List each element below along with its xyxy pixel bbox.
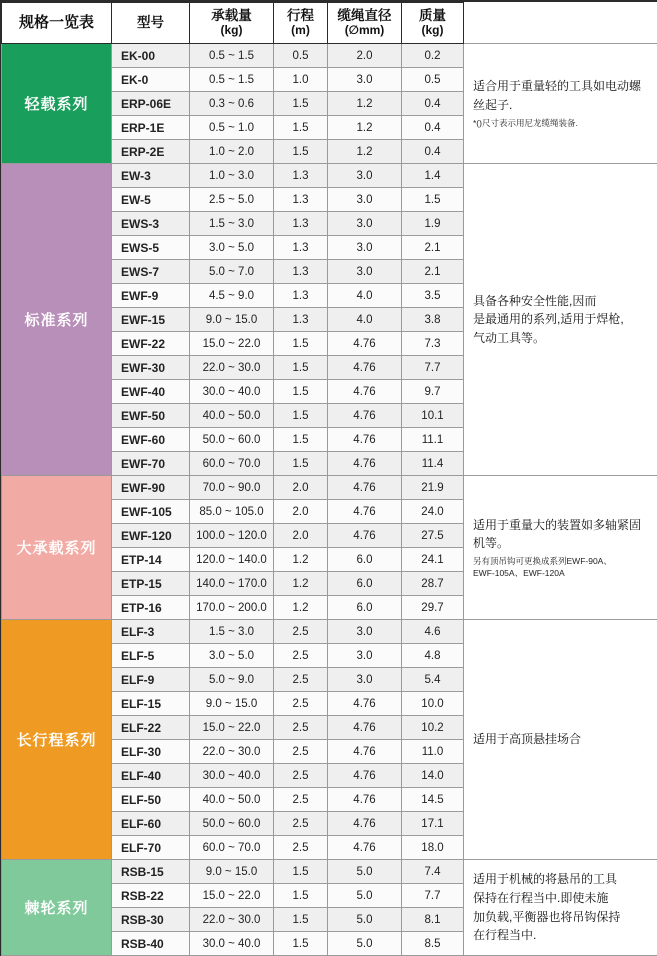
mass-cell: 3.8	[402, 308, 464, 332]
mass-cell: 11.0	[402, 740, 464, 764]
travel-cell: 1.5	[274, 356, 328, 380]
travel-cell: 1.5	[274, 92, 328, 116]
load-capacity-cell: 5.0 ~ 9.0	[190, 668, 274, 692]
load-capacity-cell: 9.0 ~ 15.0	[190, 692, 274, 716]
header-note-blank	[464, 3, 657, 44]
rope-diameter-cell: 5.0	[328, 884, 402, 908]
rope-diameter-cell: 4.76	[328, 356, 402, 380]
load-capacity-cell: 22.0 ~ 30.0	[190, 908, 274, 932]
rope-diameter-cell: 3.0	[328, 236, 402, 260]
header-travel-sub: (m)	[274, 24, 327, 38]
specification-table	[1, 2, 657, 956]
load-capacity-cell: 50.0 ~ 60.0	[190, 812, 274, 836]
load-capacity-cell: 1.0 ~ 2.0	[190, 140, 274, 164]
mass-cell: 11.4	[402, 452, 464, 476]
rope-diameter-cell: 1.2	[328, 116, 402, 140]
travel-cell: 1.2	[274, 572, 328, 596]
model-cell: ELF-70	[112, 836, 190, 860]
header-load-main: 承载量	[211, 8, 252, 23]
mass-cell: 1.4	[402, 164, 464, 188]
load-capacity-cell: 0.5 ~ 1.5	[190, 68, 274, 92]
table-row	[2, 620, 657, 644]
travel-cell: 1.3	[274, 284, 328, 308]
rope-diameter-cell: 3.0	[328, 644, 402, 668]
load-capacity-cell: 85.0 ~ 105.0	[190, 500, 274, 524]
travel-cell: 1.3	[274, 236, 328, 260]
model-cell: ETP-16	[112, 596, 190, 620]
series-name-cell: 标准系列	[2, 164, 112, 476]
travel-cell: 1.5	[274, 452, 328, 476]
model-cell: EWF-90	[112, 476, 190, 500]
mass-cell: 0.5	[402, 68, 464, 92]
model-cell: EWS-3	[112, 212, 190, 236]
load-capacity-cell: 60.0 ~ 70.0	[190, 452, 274, 476]
series-name-cell: 轻载系列	[2, 44, 112, 164]
load-capacity-cell: 15.0 ~ 22.0	[190, 716, 274, 740]
load-capacity-cell: 15.0 ~ 22.0	[190, 884, 274, 908]
mass-cell: 21.9	[402, 476, 464, 500]
mass-cell: 1.9	[402, 212, 464, 236]
travel-cell: 2.5	[274, 764, 328, 788]
mass-cell: 8.5	[402, 932, 464, 956]
header-load	[190, 3, 274, 44]
table-row	[2, 164, 657, 188]
rope-diameter-cell: 4.76	[328, 452, 402, 476]
series-note-cell: 适用于机械的将悬吊的工具 保持在行程当中.即使未施 加负载,平衡器也将吊钩保持 在行程当中.	[464, 860, 657, 956]
mass-cell: 7.7	[402, 356, 464, 380]
table-row	[2, 860, 657, 884]
travel-cell: 2.0	[274, 476, 328, 500]
rope-diameter-cell: 3.0	[328, 212, 402, 236]
series-note-cell: 具备各种安全性能,因而 是最通用的系列,适用于焊枪, 气动工具等。	[464, 164, 657, 476]
travel-cell: 2.0	[274, 500, 328, 524]
rope-diameter-cell: 6.0	[328, 596, 402, 620]
travel-cell: 1.3	[274, 212, 328, 236]
travel-cell: 1.5	[274, 140, 328, 164]
mass-cell: 10.2	[402, 716, 464, 740]
header-mass-main: 质量	[419, 8, 446, 23]
load-capacity-cell: 2.5 ~ 5.0	[190, 188, 274, 212]
rope-diameter-cell: 4.76	[328, 812, 402, 836]
travel-cell: 1.0	[274, 68, 328, 92]
header-mass-sub: (kg)	[402, 24, 463, 38]
rope-diameter-cell: 4.76	[328, 404, 402, 428]
travel-cell: 1.5	[274, 332, 328, 356]
load-capacity-cell: 120.0 ~ 140.0	[190, 548, 274, 572]
mass-cell: 14.5	[402, 788, 464, 812]
rope-diameter-cell: 4.76	[328, 788, 402, 812]
model-cell: EWF-40	[112, 380, 190, 404]
mass-cell: 7.7	[402, 884, 464, 908]
mass-cell: 24.0	[402, 500, 464, 524]
mass-cell: 0.4	[402, 140, 464, 164]
travel-cell: 2.5	[274, 812, 328, 836]
model-cell: ELF-40	[112, 764, 190, 788]
model-cell: EWF-120	[112, 524, 190, 548]
travel-cell: 1.3	[274, 188, 328, 212]
load-capacity-cell: 100.0 ~ 120.0	[190, 524, 274, 548]
rope-diameter-cell: 4.76	[328, 740, 402, 764]
travel-cell: 1.2	[274, 548, 328, 572]
load-capacity-cell: 30.0 ~ 40.0	[190, 764, 274, 788]
series-note-cell: 适合用于重量轻的工具如电动螺丝起子. *()尺寸表示用尼龙缆绳装备.	[464, 44, 657, 164]
travel-cell: 2.5	[274, 788, 328, 812]
table-row	[2, 44, 657, 68]
load-capacity-cell: 0.5 ~ 1.0	[190, 116, 274, 140]
mass-cell: 0.2	[402, 44, 464, 68]
load-capacity-cell: 22.0 ~ 30.0	[190, 740, 274, 764]
rope-diameter-cell: 2.0	[328, 44, 402, 68]
table-body	[2, 44, 657, 956]
header-load-sub: (kg)	[190, 24, 273, 38]
model-cell: ELF-5	[112, 644, 190, 668]
mass-cell: 10.0	[402, 692, 464, 716]
load-capacity-cell: 60.0 ~ 70.0	[190, 836, 274, 860]
rope-diameter-cell: 5.0	[328, 932, 402, 956]
travel-cell: 1.5	[274, 404, 328, 428]
load-capacity-cell: 170.0 ~ 200.0	[190, 596, 274, 620]
travel-cell: 2.5	[274, 668, 328, 692]
travel-cell: 1.3	[274, 308, 328, 332]
load-capacity-cell: 9.0 ~ 15.0	[190, 308, 274, 332]
travel-cell: 1.5	[274, 932, 328, 956]
load-capacity-cell: 5.0 ~ 7.0	[190, 260, 274, 284]
mass-cell: 4.6	[402, 620, 464, 644]
series-note-footnote: *()尺寸表示用尼龙缆绳装备.	[473, 118, 650, 130]
mass-cell: 10.1	[402, 404, 464, 428]
model-cell: EWF-70	[112, 452, 190, 476]
mass-cell: 24.1	[402, 548, 464, 572]
header-model	[112, 3, 190, 44]
mass-cell: 8.1	[402, 908, 464, 932]
load-capacity-cell: 40.0 ~ 50.0	[190, 404, 274, 428]
model-cell: RSB-22	[112, 884, 190, 908]
mass-cell: 0.4	[402, 92, 464, 116]
mass-cell: 28.7	[402, 572, 464, 596]
series-note-cell: 适用于高顶悬挂场合	[464, 620, 657, 860]
model-cell: ERP-06E	[112, 92, 190, 116]
rope-diameter-cell: 4.76	[328, 692, 402, 716]
model-cell: RSB-30	[112, 908, 190, 932]
travel-cell: 2.5	[274, 644, 328, 668]
series-name-cell: 棘轮系列	[2, 860, 112, 956]
model-cell: RSB-40	[112, 932, 190, 956]
model-cell: EK-0	[112, 68, 190, 92]
model-cell: ERP-2E	[112, 140, 190, 164]
travel-cell: 2.5	[274, 836, 328, 860]
mass-cell: 3.5	[402, 284, 464, 308]
model-cell: EWS-7	[112, 260, 190, 284]
travel-cell: 1.5	[274, 884, 328, 908]
rope-diameter-cell: 5.0	[328, 860, 402, 884]
series-note-cell: 适用于重量大的装置如多轴紧固机等。 另有顶吊钩可更换成系列EWF-90A、 EWF-105A、EWF-120A	[464, 476, 657, 620]
load-capacity-cell: 22.0 ~ 30.0	[190, 356, 274, 380]
mass-cell: 9.7	[402, 380, 464, 404]
load-capacity-cell: 50.0 ~ 60.0	[190, 428, 274, 452]
mass-cell: 17.1	[402, 812, 464, 836]
rope-diameter-cell: 3.0	[328, 68, 402, 92]
travel-cell: 1.5	[274, 116, 328, 140]
load-capacity-cell: 9.0 ~ 15.0	[190, 860, 274, 884]
travel-cell: 2.5	[274, 620, 328, 644]
load-capacity-cell: 40.0 ~ 50.0	[190, 788, 274, 812]
rope-diameter-cell: 1.2	[328, 140, 402, 164]
load-capacity-cell: 30.0 ~ 40.0	[190, 932, 274, 956]
rope-diameter-cell: 3.0	[328, 188, 402, 212]
model-cell: ELF-30	[112, 740, 190, 764]
model-cell: ETP-15	[112, 572, 190, 596]
table-header	[2, 3, 657, 44]
travel-cell: 0.5	[274, 44, 328, 68]
model-cell: EW-3	[112, 164, 190, 188]
mass-cell: 1.5	[402, 188, 464, 212]
mass-cell: 7.3	[402, 332, 464, 356]
model-cell: EWS-5	[112, 236, 190, 260]
header-travel	[274, 3, 328, 44]
model-cell: EWF-105	[112, 500, 190, 524]
travel-cell: 1.5	[274, 428, 328, 452]
travel-cell: 2.5	[274, 692, 328, 716]
rope-diameter-cell: 5.0	[328, 908, 402, 932]
model-cell: ETP-14	[112, 548, 190, 572]
mass-cell: 11.1	[402, 428, 464, 452]
load-capacity-cell: 30.0 ~ 40.0	[190, 380, 274, 404]
model-cell: RSB-15	[112, 860, 190, 884]
mass-cell: 29.7	[402, 596, 464, 620]
rope-diameter-cell: 4.76	[328, 428, 402, 452]
model-cell: EWF-60	[112, 428, 190, 452]
mass-cell: 27.5	[402, 524, 464, 548]
series-note-footnote: 另有顶吊钩可更换成系列EWF-90A、 EWF-105A、EWF-120A	[473, 556, 650, 580]
rope-diameter-cell: 4.76	[328, 380, 402, 404]
rope-diameter-cell: 3.0	[328, 164, 402, 188]
load-capacity-cell: 1.0 ~ 3.0	[190, 164, 274, 188]
load-capacity-cell: 0.3 ~ 0.6	[190, 92, 274, 116]
model-cell: ELF-3	[112, 620, 190, 644]
model-cell: EWF-22	[112, 332, 190, 356]
load-capacity-cell: 15.0 ~ 22.0	[190, 332, 274, 356]
series-name-cell: 大承载系列	[2, 476, 112, 620]
rope-diameter-cell: 4.0	[328, 284, 402, 308]
travel-cell: 1.5	[274, 908, 328, 932]
model-cell: ELF-60	[112, 812, 190, 836]
load-capacity-cell: 4.5 ~ 9.0	[190, 284, 274, 308]
mass-cell: 4.8	[402, 644, 464, 668]
header-row	[2, 3, 657, 44]
rope-diameter-cell: 6.0	[328, 572, 402, 596]
rope-diameter-cell: 4.76	[328, 500, 402, 524]
load-capacity-cell: 70.0 ~ 90.0	[190, 476, 274, 500]
rope-diameter-cell: 4.76	[328, 836, 402, 860]
rope-diameter-cell: 4.76	[328, 764, 402, 788]
series-name-cell: 长行程系列	[2, 620, 112, 860]
rope-diameter-cell: 1.2	[328, 92, 402, 116]
mass-cell: 18.0	[402, 836, 464, 860]
load-capacity-cell: 1.5 ~ 3.0	[190, 212, 274, 236]
rope-diameter-cell: 4.76	[328, 476, 402, 500]
travel-cell: 1.3	[274, 260, 328, 284]
model-cell: ELF-22	[112, 716, 190, 740]
rope-diameter-cell: 4.0	[328, 308, 402, 332]
model-cell: EWF-15	[112, 308, 190, 332]
header-title: 规格一览表	[2, 3, 112, 44]
mass-cell: 0.4	[402, 116, 464, 140]
header-rope-diameter	[328, 3, 402, 44]
mass-cell: 7.4	[402, 860, 464, 884]
header-model-main: 型号	[137, 15, 164, 30]
mass-cell: 14.0	[402, 764, 464, 788]
rope-diameter-cell: 3.0	[328, 260, 402, 284]
mass-cell: 5.4	[402, 668, 464, 692]
header-travel-main: 行程	[287, 8, 314, 23]
travel-cell: 1.5	[274, 860, 328, 884]
rope-diameter-cell: 6.0	[328, 548, 402, 572]
rope-diameter-cell: 3.0	[328, 668, 402, 692]
model-cell: EWF-30	[112, 356, 190, 380]
travel-cell: 2.0	[274, 524, 328, 548]
model-cell: EWF-9	[112, 284, 190, 308]
rope-diameter-cell: 4.76	[328, 332, 402, 356]
model-cell: ELF-9	[112, 668, 190, 692]
table-row	[2, 476, 657, 500]
header-rope-sub: (∅mm)	[328, 24, 401, 38]
mass-cell: 2.1	[402, 260, 464, 284]
travel-cell: 2.5	[274, 740, 328, 764]
model-cell: EWF-50	[112, 404, 190, 428]
model-cell: EK-00	[112, 44, 190, 68]
rope-diameter-cell: 4.76	[328, 524, 402, 548]
travel-cell: 1.2	[274, 596, 328, 620]
model-cell: ELF-15	[112, 692, 190, 716]
load-capacity-cell: 140.0 ~ 170.0	[190, 572, 274, 596]
header-mass	[402, 3, 464, 44]
travel-cell: 1.5	[274, 380, 328, 404]
rope-diameter-cell: 4.76	[328, 716, 402, 740]
model-cell: EW-5	[112, 188, 190, 212]
header-rope-main: 缆绳直径	[338, 8, 392, 23]
travel-cell: 1.3	[274, 164, 328, 188]
load-capacity-cell: 1.5 ~ 3.0	[190, 620, 274, 644]
load-capacity-cell: 3.0 ~ 5.0	[190, 644, 274, 668]
rope-diameter-cell: 3.0	[328, 620, 402, 644]
model-cell: ERP-1E	[112, 116, 190, 140]
model-cell: ELF-50	[112, 788, 190, 812]
mass-cell: 2.1	[402, 236, 464, 260]
travel-cell: 2.5	[274, 716, 328, 740]
load-capacity-cell: 0.5 ~ 1.5	[190, 44, 274, 68]
load-capacity-cell: 3.0 ~ 5.0	[190, 236, 274, 260]
